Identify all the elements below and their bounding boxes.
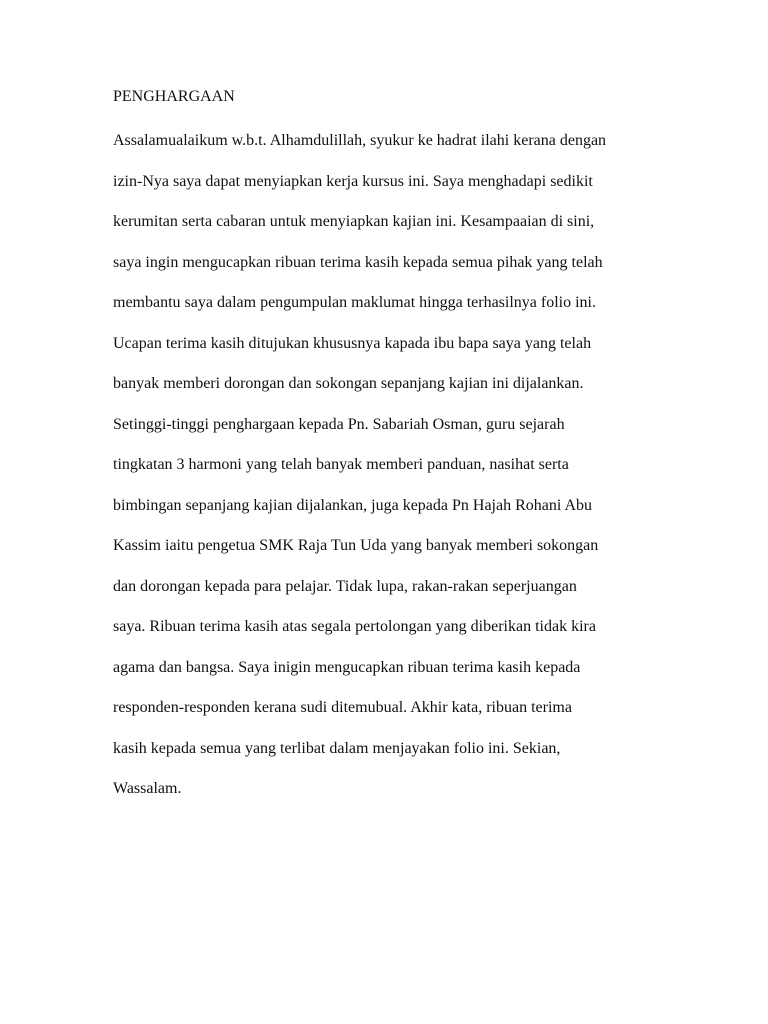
text-line: kerumitan serta cabaran untuk menyiapkan kajian ini. Kesampaaian di sini, bbox=[113, 213, 595, 230]
text-line: tingkatan 3 harmoni yang telah banyak memberi panduan, nasihat serta bbox=[113, 456, 569, 473]
text-line: banyak memberi dorongan dan sokongan sepanjang kajian ini dijalankan. bbox=[113, 375, 584, 392]
text-line: Kassim iaitu pengetua SMK Raja Tun Uda yang banyak memberi sokongan bbox=[113, 537, 599, 554]
text-line: bimbingan sepanjang kajian dijalankan, juga kepada Pn Hajah Rohani Abu bbox=[113, 496, 592, 514]
text-line: agama dan bangsa. Saya inigin mengucapkan ribuan terima kasih kepada bbox=[113, 658, 581, 676]
text-line: membantu saya dalam pengumpulan maklumat hingga terhasilnya folio ini. bbox=[113, 294, 596, 311]
text-line: saya ingin mengucapkan ribuan terima kasih kepada semua pihak yang telah bbox=[113, 253, 603, 271]
text-line: Setinggi-tinggi penghargaan kepada Pn. Sabariah Osman, guru sejarah bbox=[113, 415, 565, 433]
text-line: saya. Ribuan terima kasih atas segala pertolongan yang diberikan tidak kira bbox=[113, 618, 596, 635]
body-text bbox=[113, 129, 606, 818]
text-line: dan dorongan kepada para pelajar. Tidak lupa, rakan-rakan seperjuangan bbox=[113, 577, 577, 595]
text-line: responden-responden kerana sudi ditemubual. Akhir kata, ribuan terima bbox=[113, 699, 572, 716]
text-line: Ucapan terima kasih ditujukan khususnya kapada ibu bapa saya yang telah bbox=[113, 334, 592, 352]
text-line: Wassalam. bbox=[113, 780, 182, 797]
page-title: PENGHARGAAN bbox=[113, 88, 235, 105]
text-line: Assalamualaikum w.b.t. Alhamdulillah, syukur ke hadrat ilahi kerana dengan bbox=[113, 132, 607, 149]
text-line: izin-Nya saya dapat menyiapkan kerja kursus ini. Saya menghadapi sedikit bbox=[113, 172, 593, 190]
text-line: kasih kepada semua yang terlibat dalam menjayakan folio ini. Sekian, bbox=[113, 739, 561, 757]
